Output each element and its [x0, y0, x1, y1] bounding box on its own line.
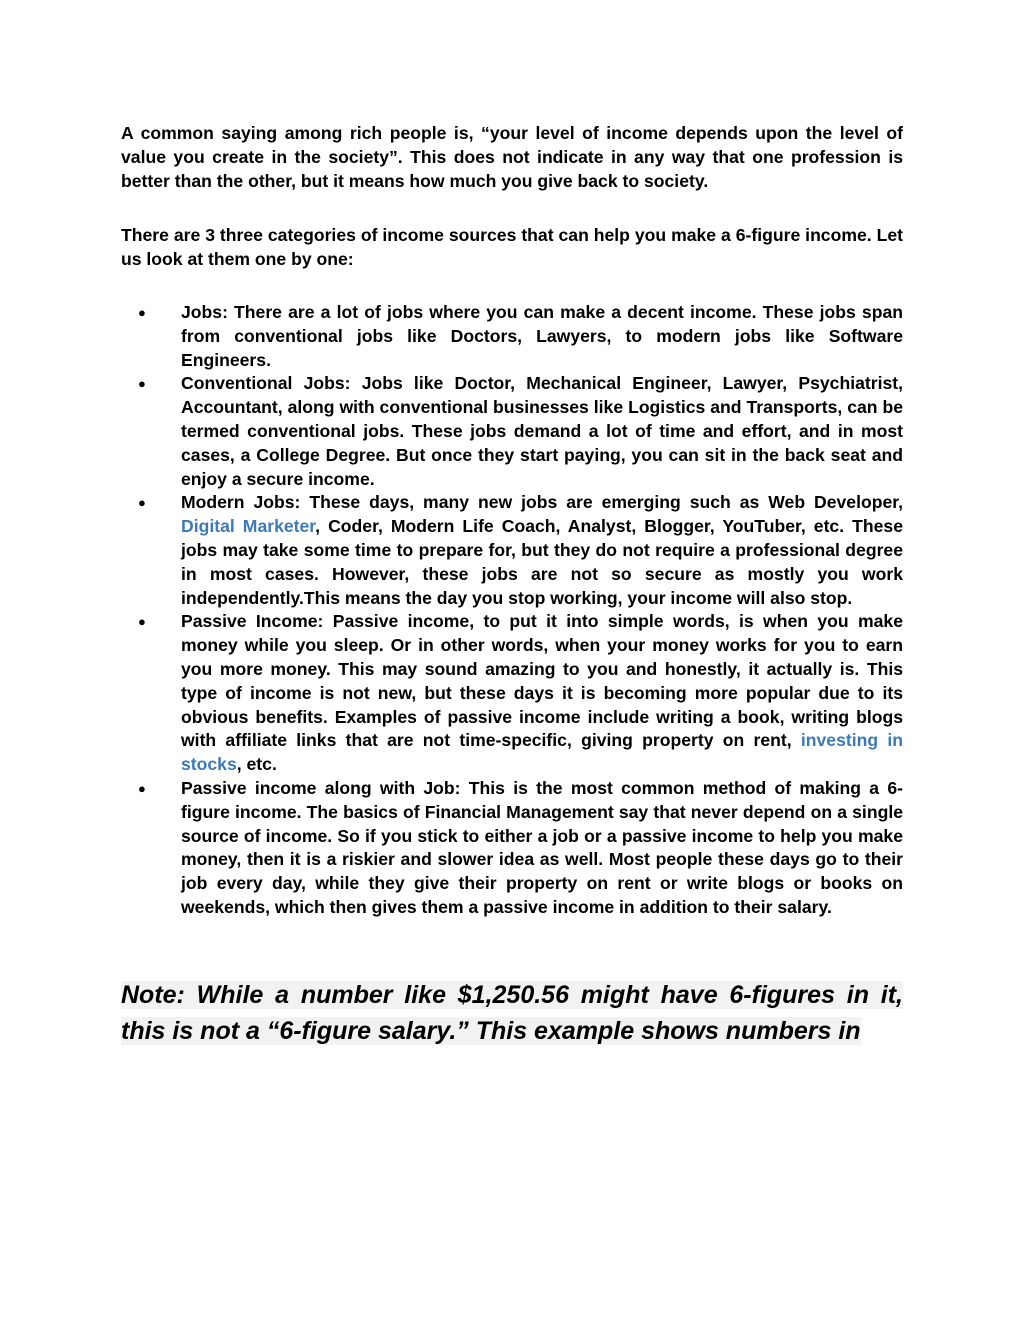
- list-item-text: Passive income along with Job: This is the most common method of making a 6-figure income. The basics of Financial Management say that never depend on a single source of income. So if you stick to either a job or a passive income to help you make money, then it is a riskier and slower idea as well. Most people these days go to their job every day, while they give their property on rent or write blogs or books on weekends, which then gives them a passive income in addition to their salary.: [181, 777, 903, 917]
- list-item-jobs: [121, 301, 903, 372]
- bullet-icon: ●: [138, 305, 146, 320]
- bullet-icon: ●: [138, 495, 146, 511]
- list-item-passive-income-with-job: [121, 777, 903, 920]
- digital-marketer-link[interactable]: Digital Marketer: [181, 516, 316, 537]
- income-categories-list: [121, 301, 903, 920]
- list-item-text-before: Passive Income: Passive income, to put it into simple words, is when you make money while you sleep. Or in other words, when your money works for you to earn you more money. This may sound amazing to you and honestly, it actually is. This type of income is not new, but these days it is becoming more popular due to its obvious benefits. Examples of passive income include writing a book, writing blogs with affiliate links that are not time-specific, giving property on rent,: [181, 611, 903, 751]
- list-item-modern-jobs: [121, 491, 903, 610]
- bullet-icon: ●: [138, 614, 146, 630]
- list-item-text-before: Modern Jobs: These days, many new jobs are emerging such as Web Developer,: [181, 492, 903, 513]
- intro-paragraph: A common saying among rich people is, “your level of income depends upon the level of value you create in the society”. This does not indicate in any way that one profession is better than the other, but it means how much you give back to society.: [121, 123, 903, 191]
- list-item-text-after: , Coder, Modern Life Coach, Analyst, Blogger, YouTuber, etc. These jobs may take some time to prepare for, but they do not require a professional degree in most cases. However, these jobs are not so secure as mostly you work independently.This means the day you stop working, your income will also stop.: [181, 516, 903, 608]
- bullet-icon: ●: [138, 780, 146, 796]
- note-text: Note: While a number like $1,250.56 might have 6-figures in it, this is not a “6-figure salary.” This example shows numbers in: [121, 980, 903, 1046]
- list-item-conventional-jobs: [121, 372, 903, 491]
- list-item-text-after: , etc.: [236, 754, 277, 775]
- list-item-text: Conventional Jobs: Jobs like Doctor, Mechanical Engineer, Lawyer, Psychiatrist, Accountant, along with conventional businesses like Logistics and Transports, can be termed conventional jobs. These jobs demand a lot of time and effort, and in most cases, a College Degree. But once they start paying, you can sit in the back seat and enjoy a secure income.: [181, 373, 903, 489]
- bullet-icon: ●: [138, 376, 146, 392]
- list-item-passive-income: [121, 610, 903, 777]
- list-item-text: Jobs: There are a lot of jobs where you can make a decent income. These jobs span from conventional jobs like Doctors, Lawyers, to modern jobs like Software Engineers.: [181, 302, 903, 370]
- document-page: [121, 121, 903, 1075]
- categories-intro-paragraph: There are 3 three categories of income sources that can help you make a 6-figure income. Let us look at them one by one:: [121, 225, 903, 269]
- investing-in-stocks-link[interactable]: investing in stocks: [181, 730, 903, 775]
- note-paragraph: [121, 977, 903, 1050]
